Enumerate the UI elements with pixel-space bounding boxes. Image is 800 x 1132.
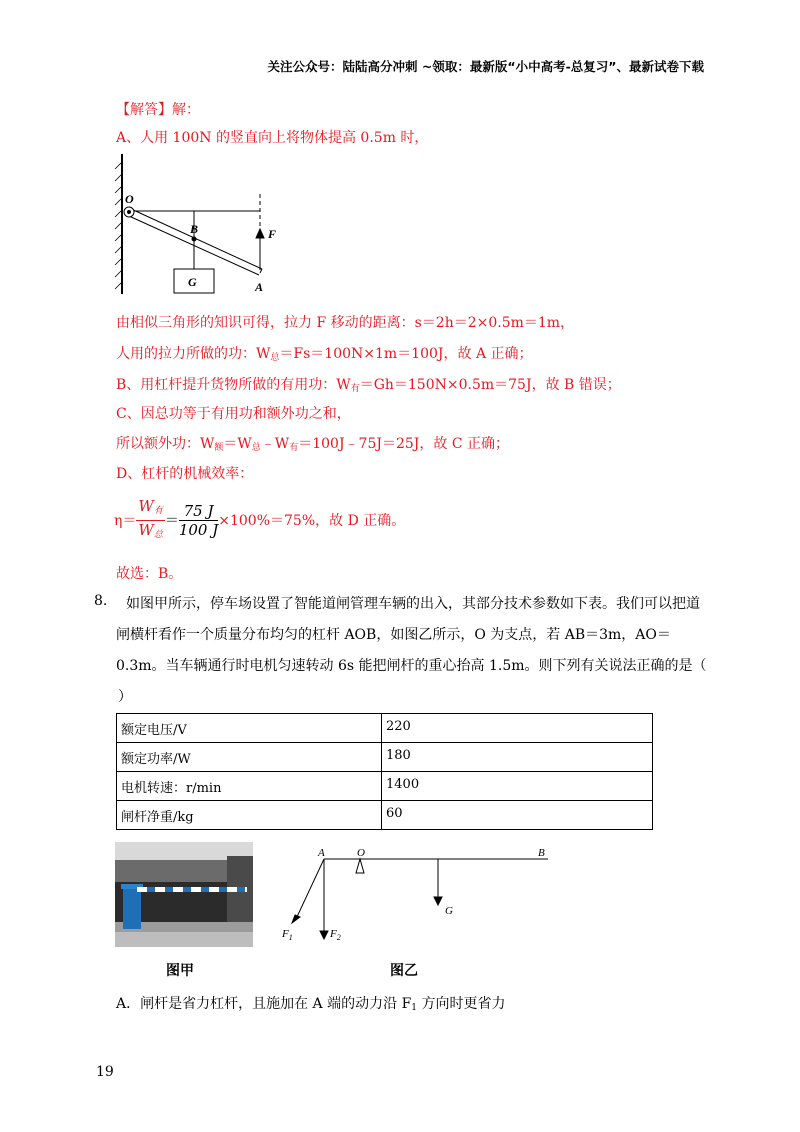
label-f: F <box>268 227 277 241</box>
question-number: 8. <box>94 593 108 609</box>
table-row: 额定电压/V 220 <box>117 714 653 743</box>
page-number: 19 <box>96 1064 114 1080</box>
fig-jia-caption: 图甲 <box>166 963 194 979</box>
table-row: 电机转速：r/min 1400 <box>117 772 653 801</box>
spec-table <box>116 713 653 830</box>
answer-title: 【解答】解： <box>116 102 200 118</box>
label-b2: B <box>538 847 545 859</box>
answer-line-similar: 由相似三角形的知识可得，拉力 F 移动的距离：s＝2h＝2×0.5m＝1m， <box>116 315 575 331</box>
option-a: A．闸杆是省力杠杆，且施加在 A 端的动力沿 $F_1$ 方向时更省力 <box>116 996 506 1013</box>
question-line-1: 如图甲所示，停车场设置了智能道闸管理车辆的出入，其部分技术参数如下表。我们可以把道 <box>126 596 700 612</box>
lever-diagram-1 <box>112 152 282 297</box>
label-g2: G <box>445 905 453 917</box>
fraction-values: $\frac{75 J}{100 J}$ <box>178 501 219 539</box>
lever-diagram-2 <box>280 845 560 945</box>
label-o2: O <box>357 847 365 859</box>
answer-line-a: A、人用 100N 的竖直向上将物体提高 0.5m 时， <box>116 130 429 146</box>
label-b: B <box>190 222 199 236</box>
answer-line-d: D、杠杆的机械效率： <box>116 466 254 482</box>
answer-line-c: C、因总功等于有用功和额外功之和， <box>116 406 351 422</box>
label-o: O <box>125 192 134 206</box>
answer-line-extra: 所以额外功：$W_额=W_总﹣W_有=100J﹣75J=25J$，故 C 正确； <box>116 436 510 453</box>
efficiency-formula: η＝ $\frac{W_有}{W_总}$ ＝ $\frac{75 J}{100 J}$ ×100%＝75%，故 D 正确。 <box>114 498 405 542</box>
page-header: 关注公众号：陆陆高分冲刺 ~领取：最新版“小中高考-总复习”、最新试卷下载 <box>267 59 704 74</box>
answer-choice: 故选：B。 <box>116 566 183 582</box>
label-f2: $F_2$ <box>330 928 341 942</box>
fig-yi-caption: 图乙 <box>390 963 418 979</box>
question-line-3: 0.3m。当车辆通行时电机匀速转动 6s 能把闸杆的重心抬高 1.5m。则下列有关说法正确的是（ <box>116 658 707 674</box>
label-a: A <box>255 280 264 294</box>
question-line-2: 闸横杆看作一个质量分布均匀的杠杆 AOB，如图乙所示，O 为支点，若 AB＝3m，AO＝ <box>116 627 671 643</box>
label-g: G <box>188 275 197 289</box>
label-a2: A <box>318 847 325 859</box>
answer-line-b: B、用杠杆提升货物所做的有用功：$W_有=Gh=150N\times 0.5m=75J$，故 B 错误； <box>116 377 621 394</box>
parking-gate-photo <box>115 842 253 947</box>
answer-line-total: 人用的拉力所做的功：$W_总=Fs=100N\times 1m=100J$，故 A 正确； <box>116 346 533 363</box>
table-row: 额定功率/W 180 <box>117 743 653 772</box>
table-row: 闸杆净重/kg 60 <box>117 801 653 830</box>
question-line-4: ） <box>118 689 132 705</box>
fraction-w: $\frac{W_有}{W_总}$ <box>138 496 163 540</box>
label-f1: $F_1$ <box>282 928 293 942</box>
